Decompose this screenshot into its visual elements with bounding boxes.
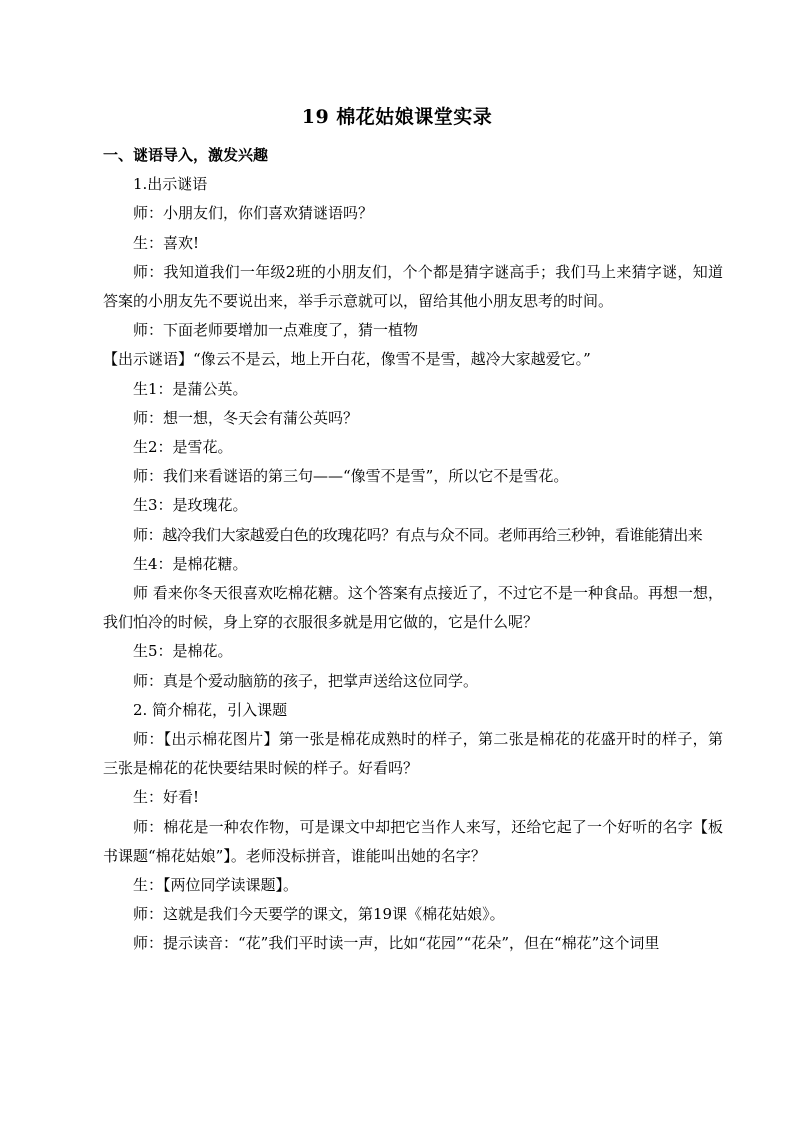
paragraph: 师：越冷我们大家越爱白色的玫瑰花吗？有点与众不同。老师再给三秒钟，看谁能猜出来 bbox=[133, 525, 703, 544]
paragraph: 1.出示谜语 bbox=[133, 175, 208, 194]
paragraph: 师：这就是我们今天要学的课文，第19课《棉花姑娘》。 bbox=[133, 905, 505, 924]
document-body bbox=[103, 141, 723, 959]
paragraph: 生：【两位同学读课题】。 bbox=[133, 876, 299, 895]
paragraph: 师 看来你冬天很喜欢吃棉花糖。这个答案有点接近了，不过它不是一种食品。再想一想，我们怕冷的时候，身上穿的衣服很多就是用它做的，它是什么呢？ bbox=[103, 584, 723, 632]
paragraph: 生3：是玫瑰花。 bbox=[133, 496, 248, 515]
paragraph: 师：我们来看谜语的第三句——“像雪不是雪”，所以它不是雪花。 bbox=[133, 467, 569, 486]
paragraph: 生：喜欢! bbox=[133, 233, 200, 252]
paragraph: 生：好看! bbox=[133, 788, 200, 807]
paragraph: 【出示谜语】“像云不是云，地上开白花，像雪不是雪，越冷大家越爱它。” bbox=[103, 350, 591, 369]
paragraph: 师：下面老师要增加一点难度了，猜一植物 bbox=[133, 321, 419, 340]
paragraph: 师：我知道我们一年级2班的小朋友们，个个都是猜字谜高手；我们马上来猜字谜，知道答案的小朋友先不要说出来，举手示意就可以，留给其他小朋友思考的时间。 bbox=[103, 262, 723, 311]
document-title: 19 棉花姑娘课堂实录 bbox=[301, 106, 493, 128]
paragraph: 师：提示读音：“花”我们平时读一声，比如“花园”“花朵”，但在“棉花”这个词里 bbox=[133, 934, 660, 953]
paragraph: 师：小朋友们，你们喜欢猜谜语吗？ bbox=[133, 204, 374, 223]
paragraph: 生2：是雪花。 bbox=[133, 438, 233, 457]
paragraph: 师：真是个爱动脑筋的孩子，把掌声送给这位同学。 bbox=[133, 671, 479, 690]
paragraph: 生5：是棉花。 bbox=[133, 642, 233, 661]
paragraph: 师：【出示棉花图片】第一张是棉花成熟时的样子，第二张是棉花的花盛开时的样子，第三张是棉花的花快要结果时候的样子。好看吗？ bbox=[103, 730, 723, 778]
section-heading: 一、谜语导入，激发兴趣 bbox=[103, 146, 269, 164]
paragraph: 生4：是棉花糖。 bbox=[133, 554, 248, 573]
paragraph: 师：想一想，冬天会有蒲公英吗？ bbox=[133, 408, 359, 427]
paragraph: 师：棉花是一种农作物，可是课文中却把它当作人来写，还给它起了一个好听的名字【板书课题“棉花姑娘”】。老师没标拼音，谁能叫出她的名字？ bbox=[103, 817, 723, 865]
paragraph: 2. 简介棉花，引入课题 bbox=[133, 700, 288, 719]
paragraph: 生1：是蒲公英。 bbox=[133, 379, 248, 398]
